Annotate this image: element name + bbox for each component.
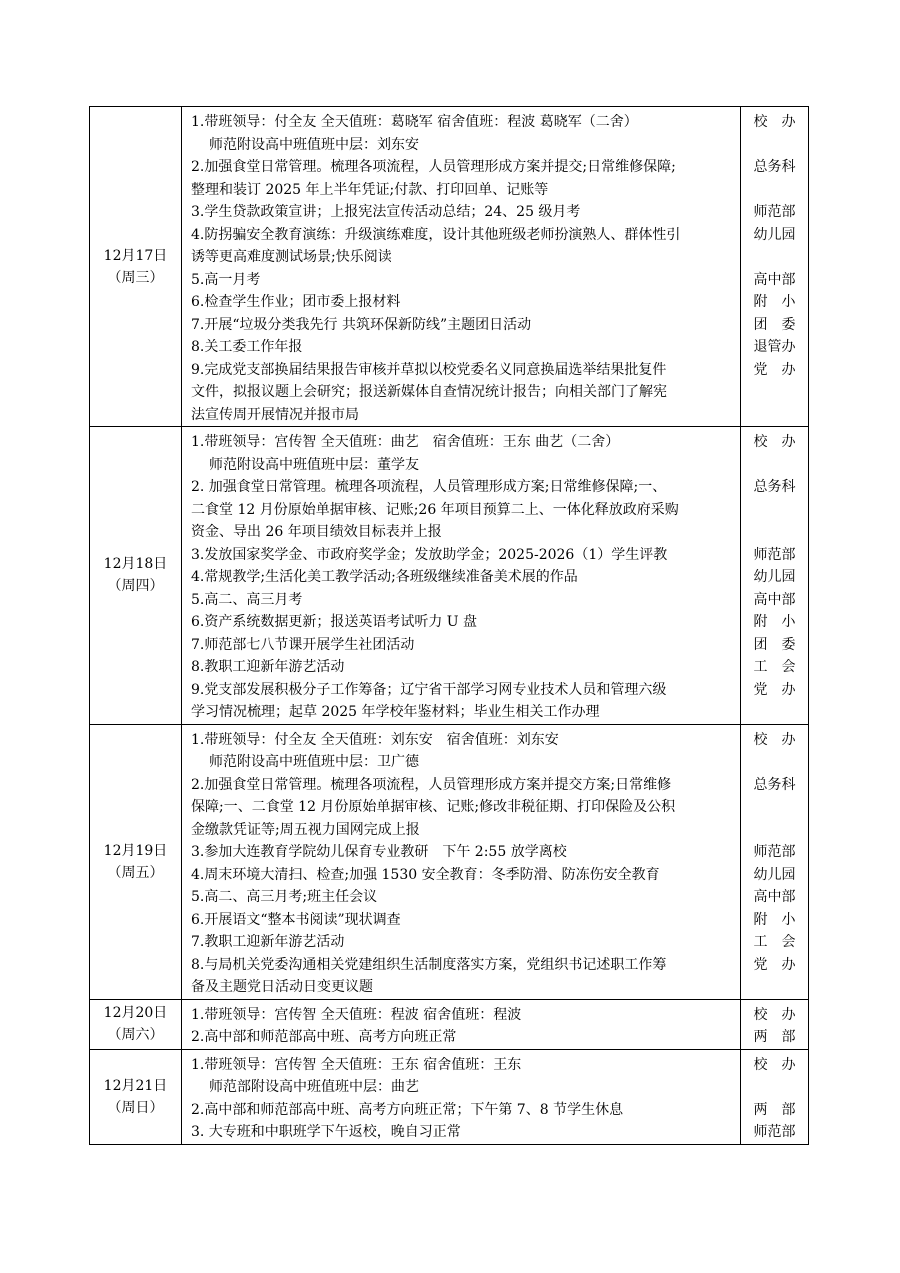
task-line: 8.关工委工作年报 — [191, 339, 303, 355]
task-line: 6.开展语文“整本书阅读”现状调查 — [191, 911, 401, 928]
department-label: 两 部 — [753, 1101, 796, 1118]
weekday-label: （周五） — [107, 864, 164, 881]
task-line: 2.加强食堂日常管理。梳理各项流程，人员管理形成方案并提交;日常维修保障; — [191, 159, 676, 175]
department-label: 师范部 — [753, 844, 796, 860]
task-line: 3.学生贷款政策宣讲；上报宪法宣传活动总结；24、25 级月考 — [191, 204, 581, 220]
task-line: 9.完成党支部换届结果报告审核并草拟以校党委名义同意换届选举结果批复件 — [191, 361, 667, 378]
task-line: 备及主题党日活动日变更议题 — [191, 979, 373, 995]
task-line: 资金、导出 26 年项目绩效目标表并上报 — [191, 524, 442, 540]
department-label: 附 小 — [753, 294, 796, 310]
task-list-cell — [182, 427, 741, 725]
task-line: 2.加强食堂日常管理。梳理各项流程，人员管理形成方案并提交方案;日常维修 — [191, 776, 672, 793]
department-label: 校 办 — [753, 434, 796, 450]
task-line: 整理和装订 2025 年上半年凭证;付款、打印回单、记账等 — [191, 181, 549, 198]
department-label — [741, 751, 808, 774]
task-line: 6.资产系统数据更新；报送英语考试听力 U 盘 — [191, 614, 478, 630]
task-line: 1.带班领导：付全友 全天值班：刘东安 宿舍值班：刘东安 — [191, 731, 559, 748]
date-cell — [90, 1049, 182, 1144]
department-label: 校 办 — [753, 1006, 796, 1023]
task-line: 4.防拐骗安全教育演练：升级演练难度，设计其他班级老师扮演熟人、群体性引 — [191, 226, 681, 243]
department-label: 总务科 — [753, 159, 796, 175]
day-row — [90, 427, 809, 725]
task-line: 2.高中部和师范部高中班、高考方向班正常 — [191, 1029, 457, 1045]
task-line: 4.周末环境大清扫、检查;加强 1530 安全教育：冬季防滑、防冻伤安全教育 — [191, 866, 660, 883]
task-line: 法宣传周开展情况并报市局 — [191, 406, 359, 423]
department-label — [741, 701, 808, 724]
department-label: 团 委 — [753, 316, 796, 333]
department-label: 幼儿园 — [753, 226, 796, 243]
date-label: 12月19日 — [103, 842, 168, 859]
task-line: 3.参加大连教育学院幼儿保育专业教研 下午 2:55 放学离校 — [191, 844, 567, 860]
department-label: 团 委 — [753, 636, 796, 653]
department-cell — [741, 999, 809, 1049]
department-label: 幼儿园 — [753, 569, 796, 585]
department-label: 工 会 — [753, 934, 796, 950]
date-label: 12月18日 — [103, 556, 168, 573]
task-line: 2. 加强食堂日常管理。梳理各项流程，人员管理形成方案;日常维修保障;一、 — [191, 479, 667, 495]
task-line: 保障;一、二食堂 12 月份原始单据审核、记账;修改非税征期、打印保险及公积 — [191, 799, 676, 815]
task-line: 文件，拟报议题上会研究；报送新媒体自查情况统计报告；向相关部门了解宪 — [191, 384, 667, 400]
task-line: 3.发放国家奖学金、市政府奖学金；发放助学金；2025-2026（1）学生评教 — [191, 546, 668, 563]
department-label: 总务科 — [753, 776, 796, 793]
department-label — [741, 179, 808, 202]
department-label: 附 小 — [753, 614, 796, 630]
department-label — [741, 1076, 808, 1099]
department-label — [741, 381, 808, 404]
department-label: 校 办 — [753, 114, 796, 130]
date-cell — [90, 999, 182, 1049]
task-line: 4.常规教学;生活化美工教学活动;各班级继续准备美术展的作品 — [191, 569, 578, 585]
weekday-label: （周三） — [107, 269, 164, 286]
weekday-label: （周日） — [107, 1099, 164, 1116]
department-label — [741, 404, 808, 427]
day-row — [90, 107, 809, 427]
task-line: 9.党支部发展积极分子工作筹备；辽宁省干部学习网专业技术人员和管理六级 — [191, 681, 667, 698]
task-line: 二食堂 12 月份原始单据审核、记账;26 年项目预算二上、一体化释放政府采购 — [191, 501, 679, 518]
schedule-body — [90, 107, 809, 1145]
department-label: 附 小 — [753, 911, 796, 928]
date-cell — [90, 107, 182, 427]
task-line: 3. 大专班和中职班学下午返校，晚自习正常 — [191, 1124, 461, 1140]
department-cell — [741, 107, 809, 427]
date-label: 12月17日 — [103, 247, 168, 264]
task-line: 7.开展“垃圾分类我先行 共筑环保新防线”主题团日活动 — [191, 316, 532, 333]
day-row — [90, 724, 809, 999]
department-label: 师范部 — [753, 204, 796, 220]
task-line: 7.教职工迎新年游艺活动 — [191, 934, 345, 950]
task-line: 诱等更高难度测试场景;快乐阅读 — [191, 249, 392, 265]
department-label — [741, 976, 808, 999]
date-label: 12月21日 — [103, 1077, 168, 1094]
department-label: 师范部 — [753, 546, 796, 563]
department-label: 退管办 — [753, 339, 796, 355]
department-cell — [741, 1049, 809, 1144]
task-line: 5.高一月考 — [191, 271, 261, 288]
department-label: 师范部 — [753, 1124, 796, 1140]
task-list-cell — [182, 1049, 741, 1144]
task-line: 5.高二、高三月考;班主任会议 — [191, 889, 378, 905]
task-line: 学习情况梳理；起草 2025 年学校年鉴材料；毕业生相关工作办理 — [191, 704, 600, 720]
task-line: 7.师范部七八节课开展学生社团活动 — [191, 636, 415, 653]
department-label: 高中部 — [753, 889, 796, 905]
task-line: 1.带班领导：宫传智 全天值班：程波 宿舍值班：程波 — [191, 1006, 522, 1023]
task-line: 8.与局机关党委沟通相关党建组织生活制度落实方案，党组织书记述职工作筹 — [191, 956, 667, 973]
department-label: 校 办 — [753, 731, 796, 748]
task-line: 1.带班领导：宫传智 全天值班：曲艺 宿舍值班：王东 曲艺（二舍） — [191, 434, 620, 450]
day-row — [90, 999, 809, 1049]
day-row — [90, 1049, 809, 1144]
task-line: 师范附设高中班值班中层：卫广德 — [209, 754, 419, 770]
task-line: 8.教职工迎新年游艺活动 — [191, 659, 345, 675]
department-label — [741, 134, 808, 157]
department-label: 总务科 — [753, 479, 796, 495]
weekday-label: （周四） — [107, 578, 164, 595]
task-line: 5.高二、高三月考 — [191, 591, 303, 608]
department-label: 工 会 — [753, 659, 796, 675]
schedule-table — [89, 106, 809, 1145]
task-line: 1.带班领导：付全友 全天值班：葛晓军 宿舍值班：程波 葛晓军（二舍） — [191, 114, 638, 130]
task-list-cell — [182, 724, 741, 999]
department-label — [741, 454, 808, 477]
department-label — [741, 521, 808, 544]
department-label: 党 办 — [753, 681, 796, 698]
task-list-cell — [182, 107, 741, 427]
department-label — [741, 499, 808, 522]
task-list-cell — [182, 999, 741, 1049]
date-cell — [90, 427, 182, 725]
task-line: 1.带班领导：宫传智 全天值班：王东 宿舍值班：王东 — [191, 1056, 522, 1073]
date-label: 12月20日 — [103, 1005, 168, 1021]
department-label: 校 办 — [753, 1056, 796, 1073]
task-line: 师范部附设高中班值班中层：曲艺 — [209, 1079, 419, 1095]
task-line: 2.高中部和师范部高中班、高考方向班正常；下午第 7、8 节学生休息 — [191, 1101, 624, 1118]
department-label: 党 办 — [753, 956, 796, 973]
task-line: 金缴款凭证等;周五视力国网完成上报 — [191, 821, 420, 838]
weekday-label: （周六） — [107, 1027, 164, 1043]
department-label — [741, 246, 808, 269]
task-line: 师范附设高中班值班中层：董学友 — [209, 456, 419, 473]
department-cell — [741, 724, 809, 999]
date-cell — [90, 724, 182, 999]
department-cell — [741, 427, 809, 725]
department-label: 两 部 — [753, 1029, 796, 1045]
department-label: 幼儿园 — [753, 866, 796, 883]
department-label — [741, 796, 808, 819]
department-label: 党 办 — [753, 361, 796, 378]
department-label: 高中部 — [753, 271, 796, 288]
department-label: 高中部 — [753, 591, 796, 608]
department-label — [741, 819, 808, 842]
task-line: 6.检查学生作业；团市委上报材料 — [191, 294, 401, 310]
task-line: 师范附设高中班值班中层：刘东安 — [209, 136, 419, 153]
